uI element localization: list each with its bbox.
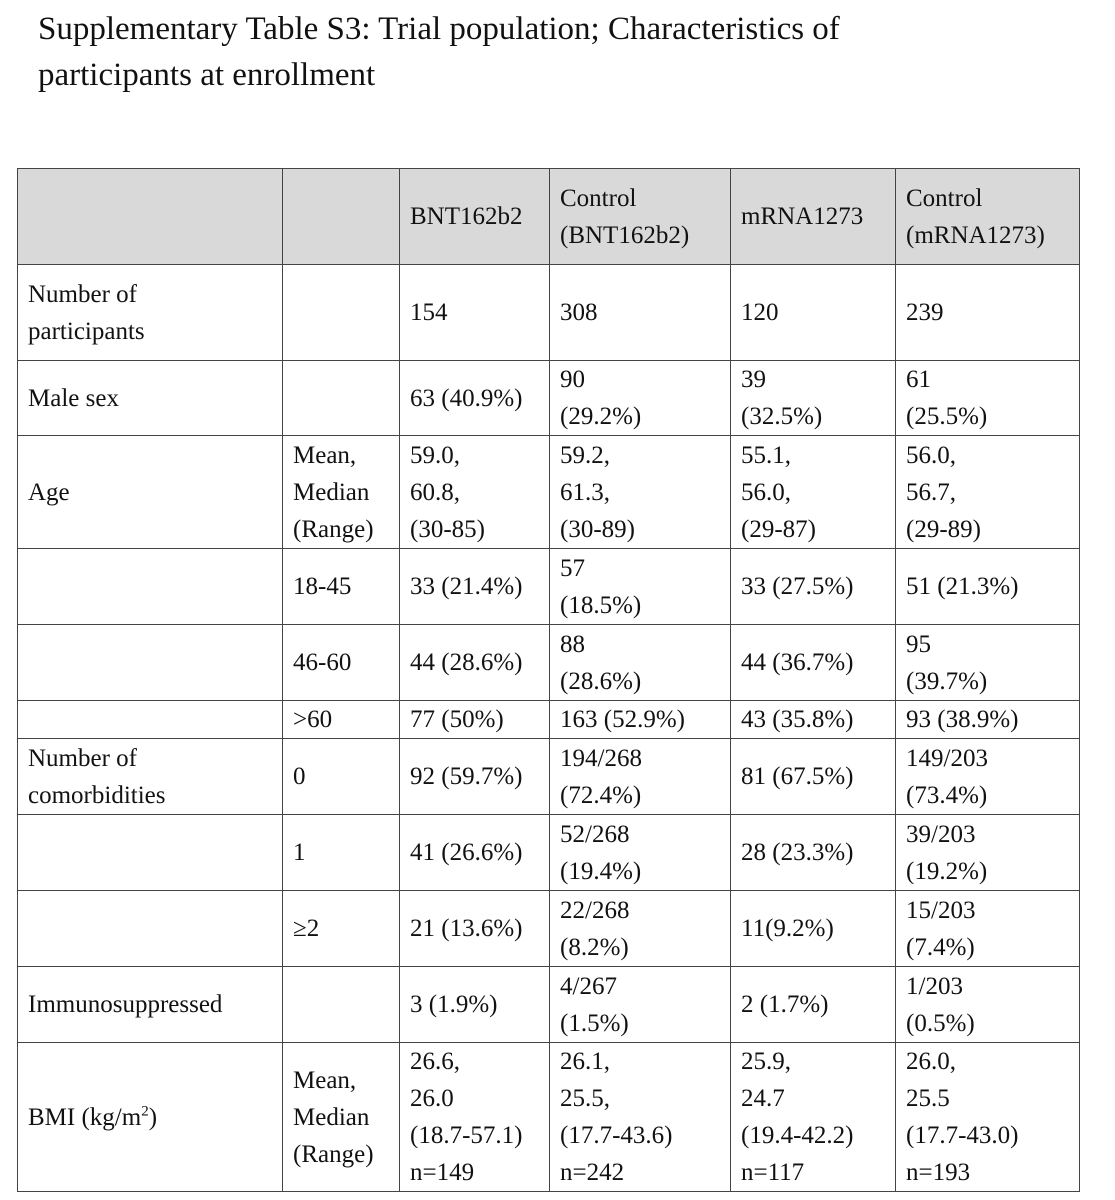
row-label: Number of comorbidities bbox=[18, 739, 283, 815]
row-sublabel: Mean, Median (Range) bbox=[283, 436, 400, 549]
row-sublabel: 46-60 bbox=[283, 625, 400, 701]
control-mrna1273-value: 15/203 (7.4%) bbox=[896, 891, 1080, 967]
table-row bbox=[18, 265, 1080, 361]
table-row bbox=[18, 739, 1080, 815]
bnt162b2-value: 33 (21.4%) bbox=[400, 549, 550, 625]
row-label: Number of participants bbox=[18, 265, 283, 361]
table-row bbox=[18, 701, 1080, 739]
bnt162b2-value: 3 (1.9%) bbox=[400, 967, 550, 1043]
control-bnt162b2-value: 57 (18.5%) bbox=[550, 549, 731, 625]
mrna1273-value: 55.1, 56.0, (29-87) bbox=[731, 436, 896, 549]
control-bnt162b2-value: 90 (29.2%) bbox=[550, 361, 731, 436]
bnt162b2-value: 44 (28.6%) bbox=[400, 625, 550, 701]
control-bnt162b2-value: 163 (52.9%) bbox=[550, 701, 731, 739]
row-sublabel: 1 bbox=[283, 815, 400, 891]
bnt162b2-value: 59.0, 60.8, (30-85) bbox=[400, 436, 550, 549]
table-row bbox=[18, 967, 1080, 1043]
header-bnt162b2: BNT162b2 bbox=[400, 169, 550, 265]
row-label: Male sex bbox=[18, 361, 283, 436]
mrna1273-value: 81 (67.5%) bbox=[731, 739, 896, 815]
row-sublabel bbox=[283, 967, 400, 1043]
mrna1273-value: 25.9, 24.7 (19.4-42.2) n=117 bbox=[731, 1043, 896, 1192]
table-caption bbox=[38, 6, 1078, 98]
row-label: BMI $(kg/m^2)$ bbox=[18, 1043, 283, 1192]
mrna1273-value: 39 (32.5%) bbox=[731, 361, 896, 436]
table-row bbox=[18, 815, 1080, 891]
characteristics-table bbox=[17, 168, 1080, 1192]
bnt162b2-value: 92 (59.7%) bbox=[400, 739, 550, 815]
row-sublabel: 0 bbox=[283, 739, 400, 815]
header-control-mrna1273: Control (mRNA1273) bbox=[896, 169, 1080, 265]
control-mrna1273-value: 61 (25.5%) bbox=[896, 361, 1080, 436]
control-bnt162b2-value: 26.1, 25.5, (17.7-43.6) n=242 bbox=[550, 1043, 731, 1192]
bnt162b2-value: 154 bbox=[400, 265, 550, 361]
mrna1273-value: 43 (35.8%) bbox=[731, 701, 896, 739]
bnt162b2-value: 41 (26.6%) bbox=[400, 815, 550, 891]
control-mrna1273-value: 51 (21.3%) bbox=[896, 549, 1080, 625]
row-label: Age bbox=[18, 436, 283, 549]
table-row bbox=[18, 1043, 1080, 1192]
header-sub-cell bbox=[283, 169, 400, 265]
bnt162b2-value: 26.6, 26.0 (18.7-57.1) n=149 bbox=[400, 1043, 550, 1192]
table-row bbox=[18, 361, 1080, 436]
row-sublabel: Mean, Median (Range) bbox=[283, 1043, 400, 1192]
control-mrna1273-value: 56.0, 56.7, (29-89) bbox=[896, 436, 1080, 549]
control-mrna1273-value: 39/203 (19.2%) bbox=[896, 815, 1080, 891]
row-label bbox=[18, 549, 283, 625]
header-control-bnt162b2: Control (BNT162b2) bbox=[550, 169, 731, 265]
control-mrna1273-value: 1/203 (0.5%) bbox=[896, 967, 1080, 1043]
table-row bbox=[18, 549, 1080, 625]
row-sublabel bbox=[283, 361, 400, 436]
control-mrna1273-value: 149/203 (73.4%) bbox=[896, 739, 1080, 815]
header-mrna1273: mRNA1273 bbox=[731, 169, 896, 265]
bnt162b2-value: 63 (40.9%) bbox=[400, 361, 550, 436]
bnt162b2-value: 21 (13.6%) bbox=[400, 891, 550, 967]
control-mrna1273-value: 239 bbox=[896, 265, 1080, 361]
row-label bbox=[18, 891, 283, 967]
header-label-cell bbox=[18, 169, 283, 265]
control-mrna1273-value: 95 (39.7%) bbox=[896, 625, 1080, 701]
bnt162b2-value: 77 (50%) bbox=[400, 701, 550, 739]
table-row bbox=[18, 625, 1080, 701]
mrna1273-value: 28 (23.3%) bbox=[731, 815, 896, 891]
caption-line-1: Supplementary Table S3: Trial population; Characteristics of bbox=[38, 11, 840, 47]
control-mrna1273-value: 26.0, 25.5 (17.7-43.0) n=193 bbox=[896, 1043, 1080, 1192]
mrna1273-value: 33 (27.5%) bbox=[731, 549, 896, 625]
row-sublabel: 18-45 bbox=[283, 549, 400, 625]
header-row bbox=[18, 169, 1080, 265]
control-bnt162b2-value: 22/268 (8.2%) bbox=[550, 891, 731, 967]
caption-line-2: participants at enrollment bbox=[38, 57, 376, 93]
row-sublabel: >60 bbox=[283, 701, 400, 739]
mrna1273-value: 2 (1.7%) bbox=[731, 967, 896, 1043]
control-bnt162b2-value: 4/267 (1.5%) bbox=[550, 967, 731, 1043]
row-label: Immunosuppressed bbox=[18, 967, 283, 1043]
table-row bbox=[18, 436, 1080, 549]
table-row bbox=[18, 891, 1080, 967]
row-sublabel bbox=[283, 265, 400, 361]
control-mrna1273-value: 93 (38.9%) bbox=[896, 701, 1080, 739]
mrna1273-value: 11(9.2%) bbox=[731, 891, 896, 967]
row-sublabel: ≥2 bbox=[283, 891, 400, 967]
control-bnt162b2-value: 52/268 (19.4%) bbox=[550, 815, 731, 891]
mrna1273-value: 44 (36.7%) bbox=[731, 625, 896, 701]
control-bnt162b2-value: 59.2, 61.3, (30-89) bbox=[550, 436, 731, 549]
control-bnt162b2-value: 194/268 (72.4%) bbox=[550, 739, 731, 815]
row-label bbox=[18, 625, 283, 701]
mrna1273-value: 120 bbox=[731, 265, 896, 361]
row-label bbox=[18, 815, 283, 891]
row-label bbox=[18, 701, 283, 739]
control-bnt162b2-value: 88 (28.6%) bbox=[550, 625, 731, 701]
control-bnt162b2-value: 308 bbox=[550, 265, 731, 361]
